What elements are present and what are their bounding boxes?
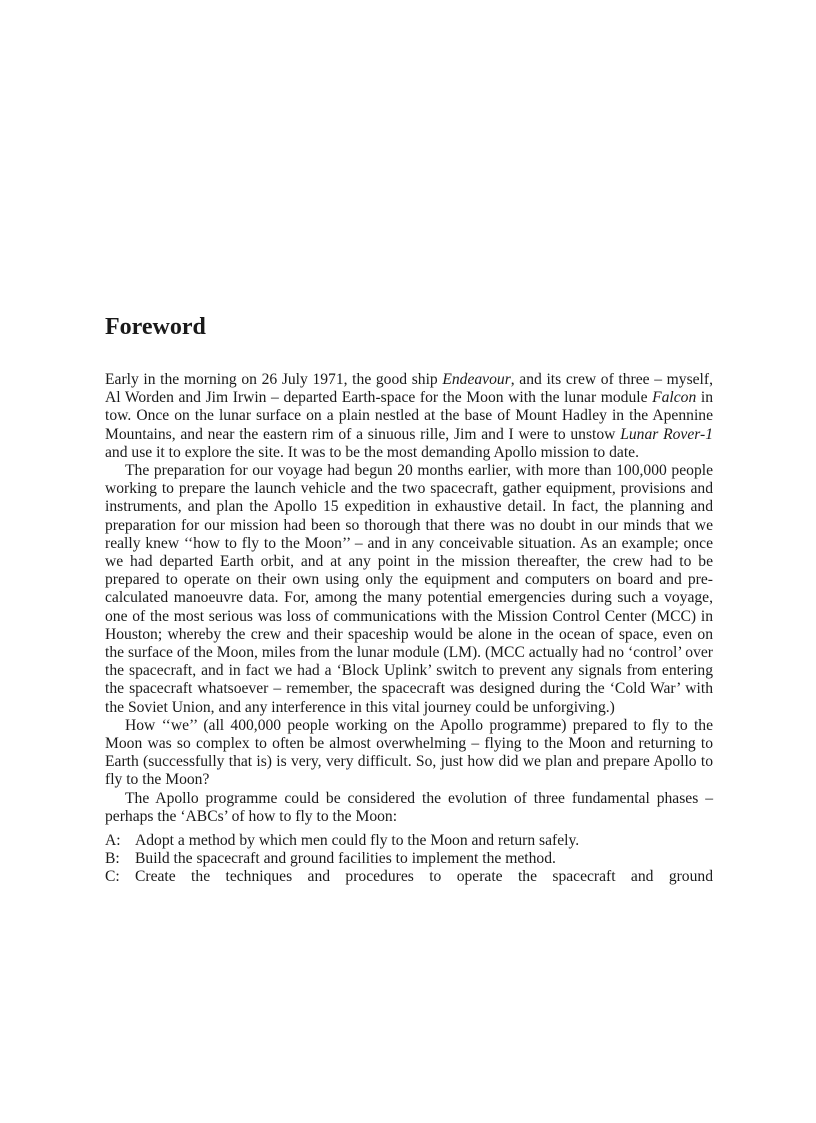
list-item	[105, 850, 713, 868]
text-span: The Apollo programme could be considered the evolution of three fundamental phases – perhaps the ‘ABCs’ of how to fly to the Moon:	[105, 789, 713, 825]
ship-name-endeavour: Endeavour	[442, 371, 511, 388]
text-span: in tow. Once on the lunar surface on a plain nestled at the base of Mount Hadley in the Apennine Mountains, and near the eastern rim of a sinuous rille, Jim and I were to unstow	[105, 389, 714, 443]
rover-name: Lunar Rover-1	[620, 425, 714, 443]
abc-list	[105, 832, 713, 887]
text-span: , and its crew of three – myself, Al Worden and Jim Irwin – departed Earth-space for the Moon with the lunar module	[105, 371, 713, 407]
list-marker: B:	[105, 850, 120, 868]
paragraph-4	[105, 790, 713, 826]
text-span: The preparation for our voyage had begun 20 months earlier, with more than 100,000 people working to prepare the launch vehicle and the two spacecraft, gather equipment, provisions and instruments, and plan the Apollo 15 expedition in exhaustive detail. In fact, the planning and preparation for our mission had been so thorough that there was no doubt in our minds that we really knew ‘‘how to fly to the Moon’’ – and in any conceivable situation. As an example; once we had departed Earth orbit, and at any point in the mission thereafter, the crew had to be prepared to operate on their own using only the equipment and computers on board and pre-calculated manoeuvre data. For, among the many potential emergencies during such a voyage, one of the most serious was loss of communications with the Mission Control Center (MCC) in Houston; whereby the crew and their spaceship would be alone in the ocean of space, even on the surface of the Moon, miles from the lunar module (LM). (MCC actually had no ‘control’ over the spacecraft, and in fact we had a ‘Block Uplink’ switch to prevent any signals from entering the spacecraft whatsoever – remember, the spacecraft was designed during the ‘Cold War’ with the Soviet Union, and any interference in this vital journey could be unforgiving.)	[105, 462, 713, 716]
paragraph-3	[105, 717, 713, 790]
list-item-text: Build the spacecraft and ground facilities to implement the method.	[135, 850, 556, 868]
list-item	[105, 832, 713, 850]
list-marker: C:	[105, 868, 120, 886]
foreword-body	[105, 371, 713, 887]
list-item	[105, 868, 713, 886]
lunar-module-name-falcon: Falcon	[652, 389, 697, 407]
page-title: Foreword	[105, 314, 206, 340]
paragraph-2	[105, 462, 713, 717]
list-item-text: Adopt a method by which men could fly to the Moon and return safely.	[135, 832, 580, 850]
text-span: Early in the morning on 26 July 1971, the good ship	[105, 371, 443, 388]
text-span: How ‘‘we’’ (all 400,000 people working on the Apollo programme) prepared to fly to the Moon was so complex to often be almost overwhelming – flying to the Moon and returning to Earth (successfully that is) is very, very difficult. So, just how did we plan and prepare Apollo to fly to the Moon?	[105, 716, 713, 789]
list-marker: A:	[105, 832, 121, 850]
list-item-text: Create the techniques and procedures to operate the spacecraft and ground	[135, 868, 713, 886]
paragraph-1	[105, 371, 713, 462]
text-span: and use it to explore the site. It was to be the most demanding Apollo mission to date.	[105, 443, 640, 461]
